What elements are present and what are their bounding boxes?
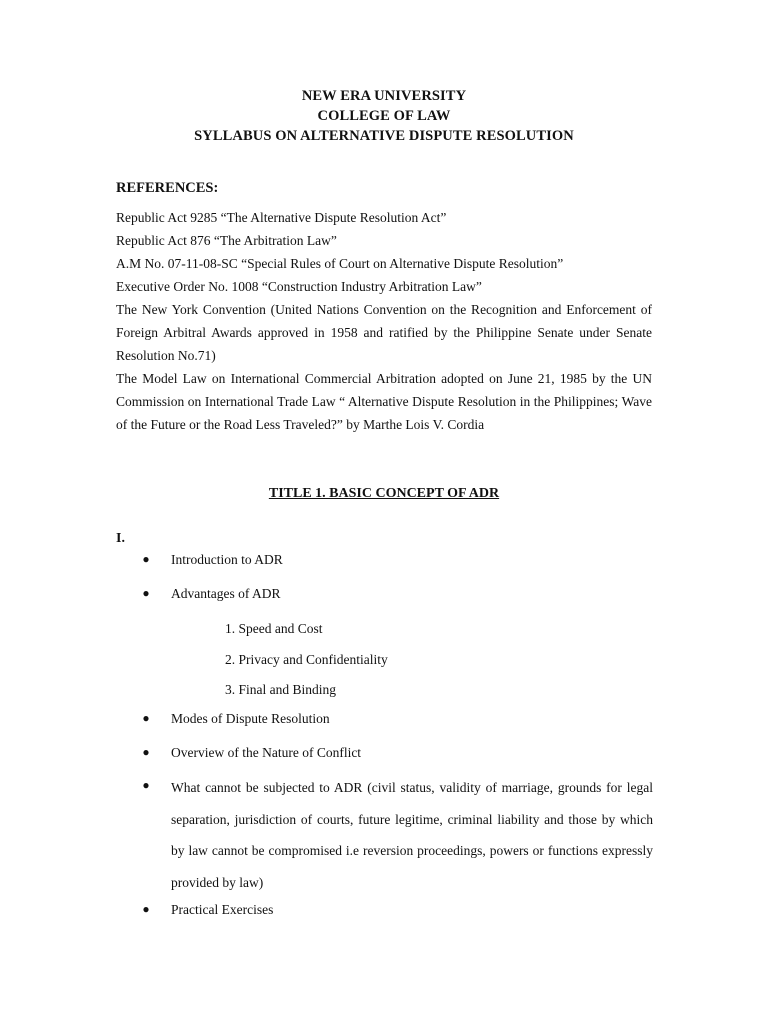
bullet-icon: ● xyxy=(142,778,150,792)
section-number: I. xyxy=(116,531,125,546)
syllabus-title: SYLLABUS ON ALTERNATIVE DISPUTE RESOLUTION xyxy=(194,128,574,144)
reference-item: A.M No. 07-11-08-SC “Special Rules of Court on Alternative Dispute Resolution” xyxy=(116,256,564,271)
references-list xyxy=(116,206,652,436)
sub-list-item: 1. Speed and Cost xyxy=(225,621,323,636)
reference-item: Republic Act 9285 “The Alternative Dispute Resolution Act” xyxy=(116,210,447,225)
reference-item: The Model Law on International Commercial Arbitration adopted on June 21, 1985 by the UN Commission on International Trade Law “ Alternative Dispute Resolution in the Philippines; Wave of the Future or the Road Less Traveled?” by Marthe Lois V. Cordia xyxy=(116,371,652,432)
reference-item: The New York Convention (United Nations Convention on the Recognition and Enforcement of Foreign Arbitral Awards approved in 1958 and ratified by the Philippine Senate under Senate Resolution No.71) xyxy=(116,302,652,363)
bullet-icon: ● xyxy=(142,586,150,600)
sub-list-item: 2. Privacy and Confidentiality xyxy=(225,652,388,667)
list-item-text: Overview of the Nature of Conflict xyxy=(171,745,362,760)
list-item-text: Advantages of ADR xyxy=(171,586,281,601)
reference-item: Republic Act 876 “The Arbitration Law” xyxy=(116,233,337,248)
list-item-text: Modes of Dispute Resolution xyxy=(171,711,330,726)
bullet-icon: ● xyxy=(142,711,150,725)
bullet-icon: ● xyxy=(142,745,150,759)
list-item-text: Practical Exercises xyxy=(171,902,274,917)
reference-item: Executive Order No. 1008 “Construction Industry Arbitration Law” xyxy=(116,279,482,294)
university-name: NEW ERA UNIVERSITY xyxy=(301,88,467,104)
list-item-text: What cannot be subjected to ADR (civil status, validity of marriage, grounds for legal separation, jurisdiction of courts, future legitime, criminal liability and those by which by law cannot be compromised i.e reversion proceedings, powers or functions expressly provided by law) xyxy=(171,780,653,890)
references-heading: REFERENCES: xyxy=(116,180,219,196)
bullet-icon: ● xyxy=(142,552,150,566)
document-header xyxy=(0,86,768,146)
college-name: COLLEGE OF LAW xyxy=(317,108,451,124)
bullet-icon: ● xyxy=(142,902,150,916)
sub-list-item: 3. Final and Binding xyxy=(225,682,336,697)
section-title: TITLE 1. BASIC CONCEPT OF ADR xyxy=(268,486,500,501)
list-item-text: Introduction to ADR xyxy=(171,552,283,567)
